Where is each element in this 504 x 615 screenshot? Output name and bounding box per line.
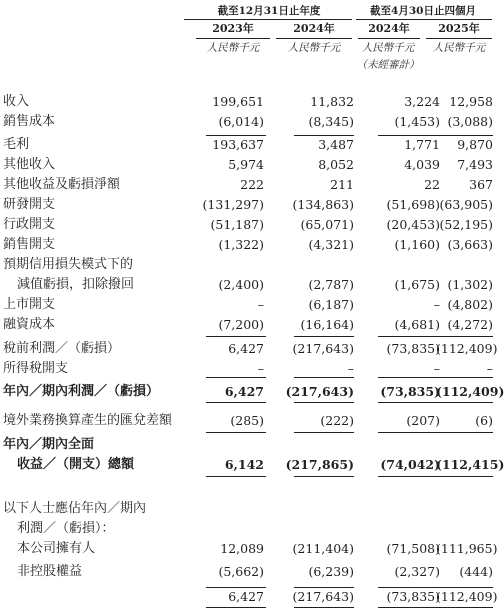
subtotal-rule-expenses xyxy=(206,336,266,337)
value-4m2025: 12,958 xyxy=(449,94,493,109)
value-fy2024: (217,643) xyxy=(292,341,354,356)
subtotal-rule-attributable xyxy=(436,587,493,588)
row-label: 收益／（開支）總額 xyxy=(17,457,135,472)
table-row xyxy=(0,456,504,474)
header-group-year-rule xyxy=(184,19,352,20)
value-4m2025: (63,905) xyxy=(439,197,493,212)
row-label: 境外業務換算產生的匯兌差額 xyxy=(3,413,173,428)
table-row xyxy=(0,236,494,254)
total-rule-profit xyxy=(206,402,266,403)
value-4m2025: – xyxy=(486,361,493,376)
row-label: 其他收入 xyxy=(3,157,56,172)
table-row xyxy=(0,436,494,454)
year-rule-2 xyxy=(276,38,352,39)
total-rule-profit xyxy=(378,402,438,403)
subtotal-rule-cost xyxy=(294,135,354,136)
value-4m2025: 7,493 xyxy=(457,157,493,172)
value-fy2023: (7,200) xyxy=(218,317,264,332)
header-year-2024-period: 2024年 xyxy=(368,22,410,35)
year-rule-1 xyxy=(196,38,270,39)
subtotal-rule-tax xyxy=(436,377,493,378)
value-fy2024: (134,863) xyxy=(292,197,354,212)
value-4m2024 xyxy=(355,500,440,518)
value-4m2024: (73,835) xyxy=(386,589,440,604)
value-fy2023: 6,427 xyxy=(228,341,264,356)
table-row xyxy=(0,316,494,334)
value-fy2023 xyxy=(178,436,264,454)
value-fy2024: 11,832 xyxy=(310,94,354,109)
table-row xyxy=(0,113,494,131)
subtotal-rule-fx xyxy=(294,432,354,433)
value-fy2023: (285) xyxy=(230,413,264,428)
value-4m2025: (4,272) xyxy=(447,317,493,332)
value-4m2025: (3,663) xyxy=(447,237,493,252)
subtotal-rule-attributable xyxy=(206,587,266,588)
subtotal-rule-cost xyxy=(378,135,438,136)
table-row xyxy=(0,156,494,174)
table-row xyxy=(0,412,494,430)
row-label: 非控股權益 xyxy=(17,564,83,579)
value-4m2025 xyxy=(436,436,493,454)
total-rule-comprehensive xyxy=(206,476,266,477)
subtotal-rule-tax xyxy=(294,377,354,378)
subtotal-rule-expenses xyxy=(436,336,493,337)
value-fy2024: (16,164) xyxy=(300,317,354,332)
value-4m2024: – xyxy=(433,361,440,376)
value-4m2024: (74,042) xyxy=(380,457,440,472)
table-row xyxy=(0,93,494,111)
subtotal-rule-expenses xyxy=(294,336,354,337)
table-row xyxy=(0,276,494,294)
value-4m2024: (20,453) xyxy=(386,217,440,232)
value-4m2025: (111,965) xyxy=(436,541,498,556)
value-4m2024: (207) xyxy=(406,413,440,428)
value-fy2024: (217,643) xyxy=(285,384,354,399)
subtotal-rule-expenses xyxy=(378,336,438,337)
table-row xyxy=(0,196,494,214)
value-fy2024: (2,787) xyxy=(308,277,354,292)
header-unaudited: （未經審計） xyxy=(356,59,420,71)
table-row xyxy=(0,563,494,581)
value-fy2023: (6,014) xyxy=(218,114,264,129)
value-fy2023: (131,297) xyxy=(202,197,264,212)
value-4m2025: (112,409) xyxy=(436,589,498,604)
header-group-four-months: 截至4月30日止四個月 xyxy=(370,5,476,17)
value-fy2024: (211,404) xyxy=(292,541,354,556)
value-fy2024: (6,239) xyxy=(308,564,354,579)
subtotal-rule-tax xyxy=(206,377,266,378)
value-4m2025: (4,802) xyxy=(447,297,493,312)
final-rule-attributable xyxy=(206,607,266,608)
value-fy2024: (217,865) xyxy=(285,457,354,472)
value-fy2023: (5,662) xyxy=(218,564,264,579)
total-rule-comprehensive xyxy=(294,476,354,477)
value-fy2023: (51,187) xyxy=(210,217,264,232)
row-label: 上市開支 xyxy=(3,297,56,312)
value-4m2025 xyxy=(436,520,493,538)
value-fy2024: (217,643) xyxy=(292,589,354,604)
total-rule-comprehensive xyxy=(436,476,493,477)
value-fy2024 xyxy=(266,436,354,454)
table-row xyxy=(0,176,494,194)
value-4m2025: (52,195) xyxy=(439,217,493,232)
subtotal-rule-cost xyxy=(206,135,266,136)
value-fy2023: 193,637 xyxy=(212,137,264,152)
row-label: 年內／期內全面 xyxy=(3,437,95,452)
header-year-2025-period: 2025年 xyxy=(438,22,480,35)
row-label: 以下人士應佔年內／期內 xyxy=(3,501,147,516)
row-label: 研發開支 xyxy=(3,197,56,212)
table-row xyxy=(0,540,498,558)
table-row xyxy=(0,296,494,314)
value-fy2023: (1,322) xyxy=(218,237,264,252)
subtotal-rule-fx xyxy=(436,432,493,433)
table-row xyxy=(0,500,494,518)
table-row xyxy=(0,340,498,358)
table-row xyxy=(0,216,494,234)
value-fy2023 xyxy=(178,520,264,538)
value-fy2024: (222) xyxy=(320,413,354,428)
value-4m2024: 1,771 xyxy=(404,137,440,152)
value-fy2023: (2,400) xyxy=(218,277,264,292)
value-fy2024: (8,345) xyxy=(308,114,354,129)
table-row xyxy=(0,520,494,538)
value-4m2025: (3,088) xyxy=(447,114,493,129)
value-fy2024: (4,321) xyxy=(308,237,354,252)
row-label: 收入 xyxy=(3,94,30,109)
total-rule-profit xyxy=(294,402,354,403)
row-label: 減值虧損，扣除撥回 xyxy=(17,277,135,292)
value-4m2025: (444) xyxy=(459,564,493,579)
subtotal-rule-attributable xyxy=(294,587,354,588)
header-group-year: 截至12月31日止年度 xyxy=(217,5,321,17)
subtotal-rule-cost xyxy=(436,135,493,136)
header-group-months-rule xyxy=(356,19,492,20)
value-4m2025: (112,415) xyxy=(436,457,504,472)
row-label: 預期信用損失模式下的 xyxy=(3,257,134,272)
header-year-2023: 2023年 xyxy=(212,22,254,35)
value-fy2024 xyxy=(266,500,354,518)
value-fy2024: 3,487 xyxy=(318,137,354,152)
value-4m2024: (51,698) xyxy=(386,197,440,212)
value-4m2025 xyxy=(436,500,493,518)
value-4m2024: (1,160) xyxy=(394,237,440,252)
row-label: 銷售開支 xyxy=(3,237,56,252)
subtotal-rule-fx xyxy=(378,432,438,433)
value-fy2024: 8,052 xyxy=(318,157,354,172)
year-rule-4 xyxy=(426,38,492,39)
value-fy2023: 5,974 xyxy=(228,157,264,172)
header-unit-4: 人民幣千元 xyxy=(432,42,486,54)
value-4m2024 xyxy=(355,436,440,454)
row-label: 融資成本 xyxy=(3,317,56,332)
value-4m2025: (112,409) xyxy=(436,384,504,399)
table-row xyxy=(0,383,504,401)
value-fy2023: – xyxy=(257,361,264,376)
row-label: 本公司擁有人 xyxy=(17,541,96,556)
value-fy2023: 6,427 xyxy=(228,589,264,604)
total-rule-profit xyxy=(436,402,493,403)
value-4m2024: – xyxy=(433,297,440,312)
value-4m2024: (73,835) xyxy=(380,384,440,399)
row-label: 稅前利潤／（虧損） xyxy=(3,341,121,356)
value-4m2025: (1,302) xyxy=(447,277,493,292)
value-fy2023 xyxy=(178,500,264,518)
value-4m2024: (1,453) xyxy=(394,114,440,129)
value-4m2024: 4,039 xyxy=(404,157,440,172)
row-label: 其他收益及虧損淨額 xyxy=(3,177,121,192)
value-4m2024: 22 xyxy=(424,177,440,192)
row-label: 利潤／（虧損）： xyxy=(17,521,115,536)
value-4m2024: (1,675) xyxy=(394,277,440,292)
value-fy2024: (6,187) xyxy=(308,297,354,312)
value-4m2024: (4,681) xyxy=(394,317,440,332)
value-4m2025: (112,409) xyxy=(436,341,498,356)
value-4m2025: 9,870 xyxy=(457,137,493,152)
year-rule-3 xyxy=(358,38,420,39)
value-fy2024 xyxy=(266,256,354,274)
table-row xyxy=(0,256,494,274)
row-label: 毛利 xyxy=(3,137,30,152)
row-label: 年內／期內利潤／（虧損） xyxy=(3,384,160,399)
value-fy2023: 222 xyxy=(240,177,264,192)
value-fy2023: – xyxy=(257,297,264,312)
table-row xyxy=(0,588,498,606)
subtotal-rule-attributable xyxy=(378,587,438,588)
row-label: 銷售成本 xyxy=(3,114,56,129)
final-rule-attributable xyxy=(436,607,493,608)
value-4m2024 xyxy=(355,520,440,538)
value-fy2024: – xyxy=(347,361,354,376)
row-label: 行政開支 xyxy=(3,217,56,232)
value-fy2023: 199,651 xyxy=(212,94,264,109)
subtotal-rule-fx xyxy=(206,432,266,433)
value-4m2024: (2,327) xyxy=(394,564,440,579)
header-unit-1: 人民幣千元 xyxy=(206,42,260,54)
value-4m2024: (73,835) xyxy=(386,341,440,356)
header-year-2024: 2024年 xyxy=(293,22,335,35)
value-fy2023: 12,089 xyxy=(220,541,264,556)
value-fy2024 xyxy=(266,520,354,538)
value-fy2024: (65,071) xyxy=(300,217,354,232)
value-4m2024: (71,508) xyxy=(386,541,440,556)
value-4m2024: 3,224 xyxy=(404,94,440,109)
total-rule-comprehensive xyxy=(378,476,438,477)
subtotal-rule-tax xyxy=(378,377,438,378)
value-fy2023 xyxy=(178,256,264,274)
header-unit-3: 人民幣千元 xyxy=(361,42,415,54)
value-4m2025: 367 xyxy=(469,177,493,192)
value-4m2025 xyxy=(436,256,493,274)
value-4m2024 xyxy=(355,256,440,274)
row-label: 所得稅開支 xyxy=(3,361,69,376)
header-unit-2: 人民幣千元 xyxy=(287,42,341,54)
final-rule-attributable xyxy=(294,607,354,608)
value-fy2023: 6,142 xyxy=(224,457,264,472)
table-row xyxy=(0,136,494,154)
value-fy2023: 6,427 xyxy=(224,384,264,399)
value-fy2024: 211 xyxy=(330,177,354,192)
value-4m2025: (6) xyxy=(475,413,493,428)
table-row xyxy=(0,360,494,378)
final-rule-attributable xyxy=(378,607,438,608)
